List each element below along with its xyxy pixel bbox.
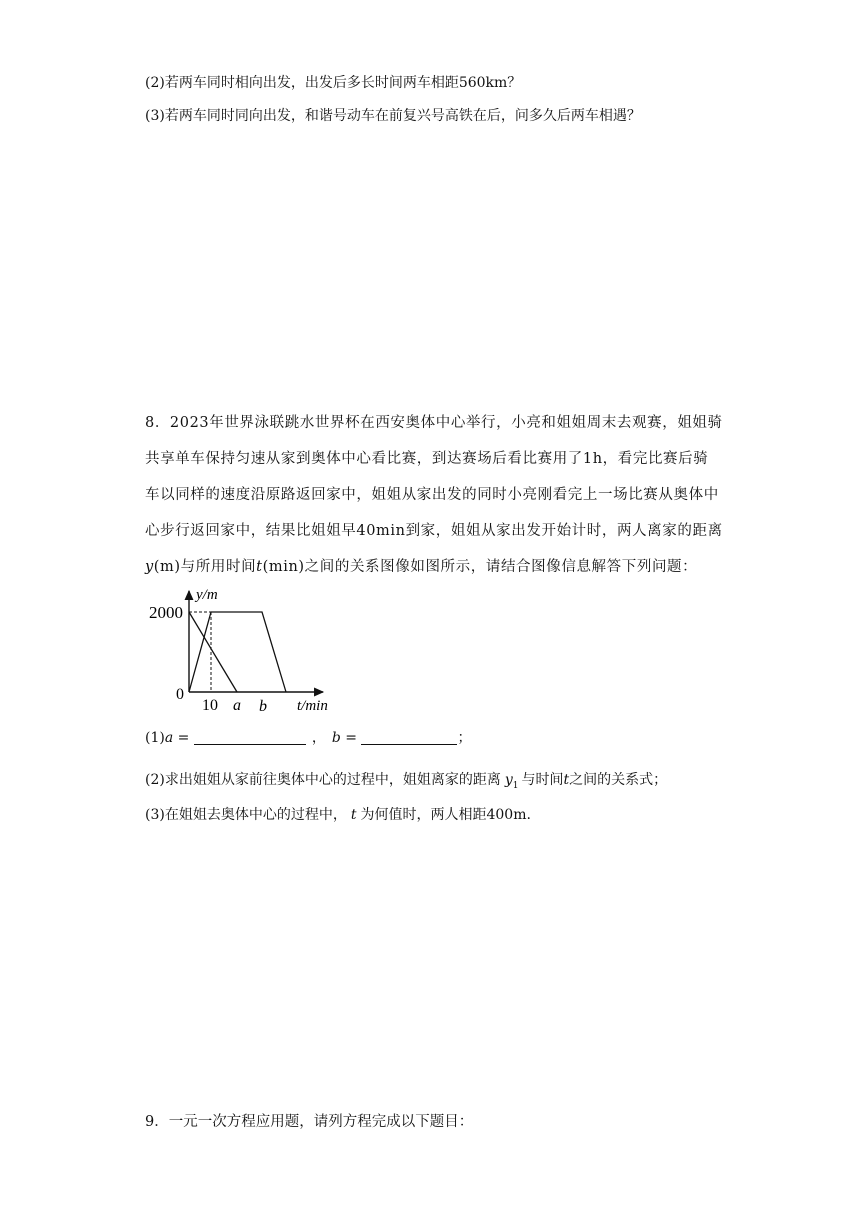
q8-part1-a: a <box>164 730 174 746</box>
x-axis-label: t/min <box>297 698 328 714</box>
q8-part1-eq1: = <box>173 730 194 746</box>
x-tick-a: a <box>233 697 241 714</box>
q8-part1 <box>145 728 471 748</box>
x-tick-b: b <box>259 698 267 715</box>
q8-line5-end: 之间的关系图像如图所示，请结合图像信息解答下列问题： <box>304 559 698 575</box>
q8-min-unit: (min) <box>262 559 305 575</box>
q8-part3 <box>145 805 531 825</box>
q8-part1-b: b <box>331 730 341 746</box>
q8-part2-end: 之间的关系式； <box>569 772 668 788</box>
q8-line5-mid: 与所用时间 <box>180 559 257 575</box>
q8-line-3: 车以同样的速度沿原路返回家中，姐姐从家出发的同时小亮刚看完上一场比赛从奥体中 <box>145 487 719 503</box>
answer-blank-b[interactable] <box>361 730 457 745</box>
distance-time-graph <box>143 585 343 715</box>
q8-line-4: 心步行返回家中，结果比姐姐早40min到家，姐姐从家出发开始计时，两人离家的距离 <box>145 523 723 539</box>
answer-blank-a[interactable] <box>194 730 306 745</box>
origin-label: 0 <box>176 686 184 703</box>
q8-part2-t: t <box>563 772 570 788</box>
x-tick-10: 10 <box>202 697 218 714</box>
q8-part2-mid: 与时间 <box>521 772 564 788</box>
q8-stem <box>145 405 723 585</box>
q8-y-var: y <box>145 559 154 575</box>
q7-part2: (2)若两车同时相向出发，出发后多长时间两车相距560km？ <box>145 75 522 91</box>
q8-t-var: t <box>256 559 263 575</box>
sister-path <box>189 612 286 692</box>
q8-line-1: 8．2023年世界泳联跳水世界杯在西安奥体中心举行，小亮和姐姐周末去观赛，姐姐骑 <box>145 415 723 431</box>
q8-line-2: 共享单车保持匀速从家到奥体中心看比赛，到达赛场后看比赛用了1h，看完比赛后骑 <box>145 451 709 467</box>
q7-part3: (3)若两车同时同向出发，和谐号动车在前复兴号高铁在后，问多久后两车相遇？ <box>145 108 641 124</box>
q8-part3-pre: (3)在姐姐去奥体中心的过程中， <box>145 807 347 823</box>
y-tick-2000: 2000 <box>149 603 183 622</box>
y-axis-label: y/m <box>196 587 218 603</box>
q9-stem: 9．一元一次方程应用题，请列方程完成以下题目： <box>145 1114 474 1130</box>
brother-path <box>189 612 237 692</box>
q8-part3-t: t <box>350 807 357 823</box>
q8-part1-end: ； <box>457 730 472 746</box>
q8-part1-prefix: (1) <box>145 730 165 746</box>
q8-part2-pre: (2)求出姐姐从家前往奥体中心的过程中，姐姐离家的距离 <box>145 772 501 788</box>
q8-part2-y: y <box>504 772 513 788</box>
q8-m-unit: (m) <box>153 559 181 575</box>
q8-part2 <box>145 770 667 796</box>
q8-part1-eq2: = <box>340 730 362 746</box>
q8-part1-sep: ， <box>311 730 326 746</box>
q8-part3-end: 为何值时，两人相距400m. <box>360 807 531 823</box>
q8-part2-sub: 1 <box>512 780 519 791</box>
q8-line-5 <box>145 549 705 585</box>
